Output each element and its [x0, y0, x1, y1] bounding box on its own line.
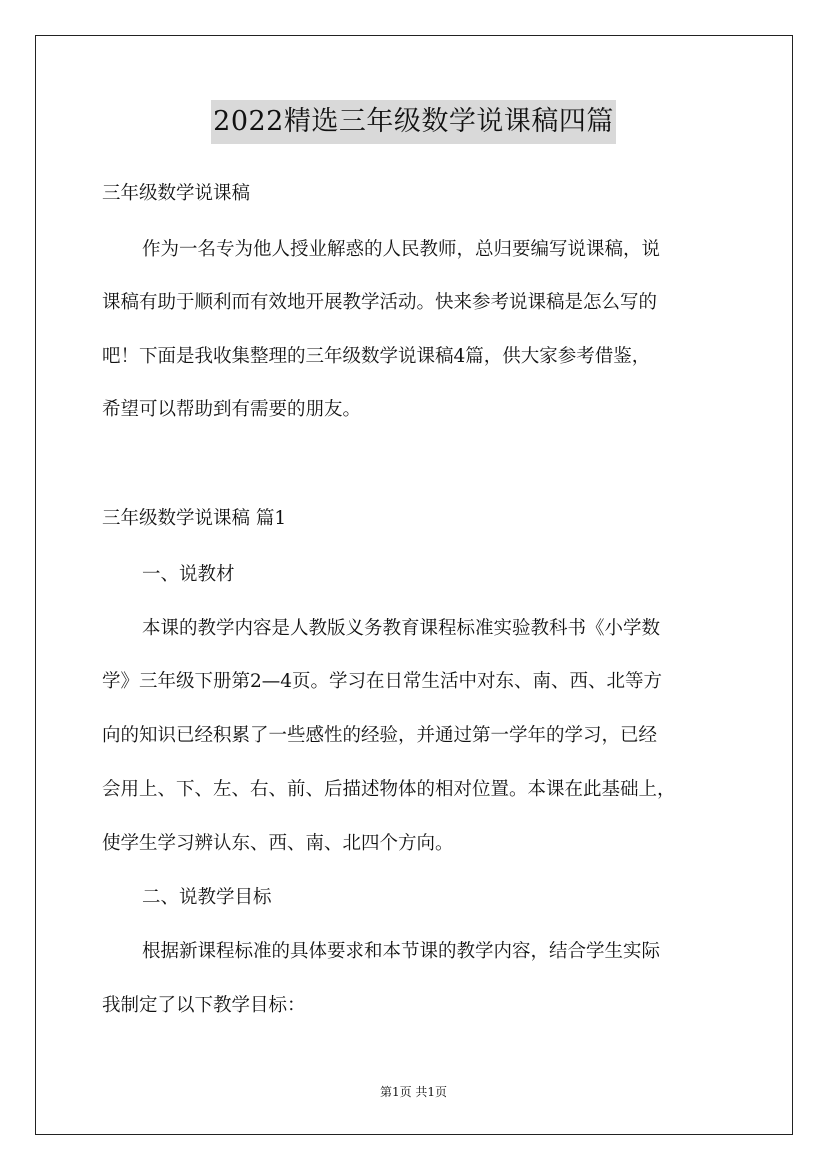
- paragraph-line: 本课的教学内容是人教版义务教育课程标准实验教科书《小学数: [142, 618, 661, 639]
- section-heading: 三年级数学说课稿 篇1: [102, 508, 287, 529]
- paragraph-line: 我制定了以下教学目标：: [102, 995, 306, 1016]
- paragraph-line: 根据新课程标准的具体要求和本节课的教学内容，结合学生实际: [142, 941, 661, 962]
- subheading: 一、说教材: [142, 564, 235, 585]
- document-title: 2022精选三年级数学说课稿四篇: [211, 100, 616, 144]
- page-footer: 第1页 共1页: [379, 1085, 448, 1099]
- paragraph-line: 向的知识已经积累了一些感性的经验，并通过第一学年的学习，已经: [102, 725, 658, 746]
- paragraph-line: 作为一名专为他人授业解惑的人民教师，总归要编写说课稿，说: [142, 239, 661, 260]
- paragraph-line: 会用上、下、左、右、前、后描述物体的相对位置。本课在此基础上，: [102, 779, 676, 800]
- paragraph-line: 学》三年级下册第2—4页。学习在日常生活中对东、南、西、北等方: [102, 671, 663, 692]
- section-heading: 三年级数学说课稿: [102, 183, 251, 204]
- paragraph-line: 吧！下面是我收集整理的三年级数学说课稿4篇，供大家参考借鉴，: [102, 346, 651, 367]
- paragraph-line: 课稿有助于顺利而有效地开展教学活动。快来参考说课稿是怎么写的: [102, 292, 658, 313]
- subheading: 二、说教学目标: [142, 887, 272, 908]
- paragraph-line: 希望可以帮助到有需要的朋友。: [102, 399, 362, 420]
- title-container: [0, 100, 827, 144]
- paragraph-line: 使学生学习辨认东、西、南、北四个方向。: [102, 833, 454, 854]
